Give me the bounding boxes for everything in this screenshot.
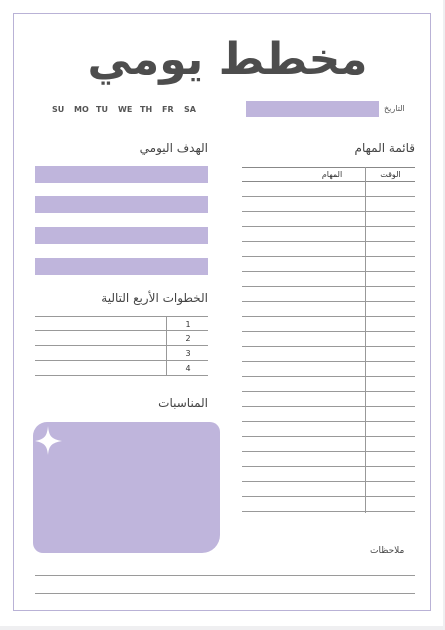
- date-label: التاريخ: [384, 104, 405, 113]
- task-list-title: قائمة المهام: [354, 141, 415, 155]
- task-row[interactable]: [242, 197, 415, 212]
- notes-label: ملاحظات: [370, 546, 405, 556]
- notes-line[interactable]: [35, 593, 415, 594]
- day-su[interactable]: SU: [52, 105, 65, 114]
- task-row[interactable]: [242, 302, 415, 317]
- notes-line[interactable]: [35, 575, 415, 576]
- task-row[interactable]: [242, 272, 415, 287]
- step-number: 2: [166, 331, 209, 345]
- task-row[interactable]: [242, 212, 415, 227]
- task-table: [242, 167, 415, 512]
- task-row[interactable]: [242, 347, 415, 362]
- task-row[interactable]: [242, 287, 415, 302]
- task-row[interactable]: [242, 362, 415, 377]
- weekday-selector: [52, 105, 206, 114]
- next-steps-table: [35, 316, 208, 376]
- step-row[interactable]: [35, 361, 208, 376]
- day-tu[interactable]: TU: [96, 105, 108, 114]
- task-table-divider: [365, 167, 366, 513]
- task-row[interactable]: [242, 182, 415, 197]
- task-header: المهام: [321, 170, 343, 179]
- occasions-title: المناسبات: [158, 396, 208, 410]
- day-mo[interactable]: MO: [74, 105, 89, 114]
- daily-goal-field-2[interactable]: [35, 196, 208, 213]
- task-table-header: [242, 167, 415, 182]
- day-we[interactable]: WE: [118, 105, 133, 114]
- task-row[interactable]: [242, 467, 415, 482]
- task-row[interactable]: [242, 407, 415, 422]
- day-th[interactable]: TH: [140, 105, 153, 114]
- step-number: 3: [166, 346, 209, 360]
- date-field[interactable]: [246, 101, 379, 117]
- daily-goal-field-1[interactable]: [35, 166, 208, 183]
- step-row[interactable]: [35, 331, 208, 346]
- task-row[interactable]: [242, 392, 415, 407]
- task-row[interactable]: [242, 452, 415, 467]
- sparkle-icon: [34, 423, 64, 457]
- day-fr[interactable]: FR: [162, 105, 174, 114]
- task-row[interactable]: [242, 482, 415, 497]
- task-row[interactable]: [242, 377, 415, 392]
- day-sa[interactable]: SA: [184, 105, 196, 114]
- daily-goal-title: الهدف اليومي: [139, 141, 208, 155]
- daily-goal-field-4[interactable]: [35, 258, 208, 275]
- time-header: الوقت: [380, 170, 401, 179]
- step-row[interactable]: [35, 316, 208, 331]
- task-row[interactable]: [242, 437, 415, 452]
- task-row[interactable]: [242, 317, 415, 332]
- next-steps-title: الخطوات الأربع التالية: [101, 291, 208, 305]
- daily-goal-field-3[interactable]: [35, 227, 208, 244]
- task-row[interactable]: [242, 257, 415, 272]
- task-row[interactable]: [242, 422, 415, 437]
- step-number: 4: [166, 361, 209, 375]
- page-title: مخطط يومي: [87, 34, 368, 85]
- step-number: 1: [166, 317, 209, 331]
- task-row[interactable]: [242, 332, 415, 347]
- task-rows: [242, 182, 415, 512]
- step-row[interactable]: [35, 346, 208, 361]
- task-row[interactable]: [242, 227, 415, 242]
- task-row[interactable]: [242, 242, 415, 257]
- task-row[interactable]: [242, 497, 415, 512]
